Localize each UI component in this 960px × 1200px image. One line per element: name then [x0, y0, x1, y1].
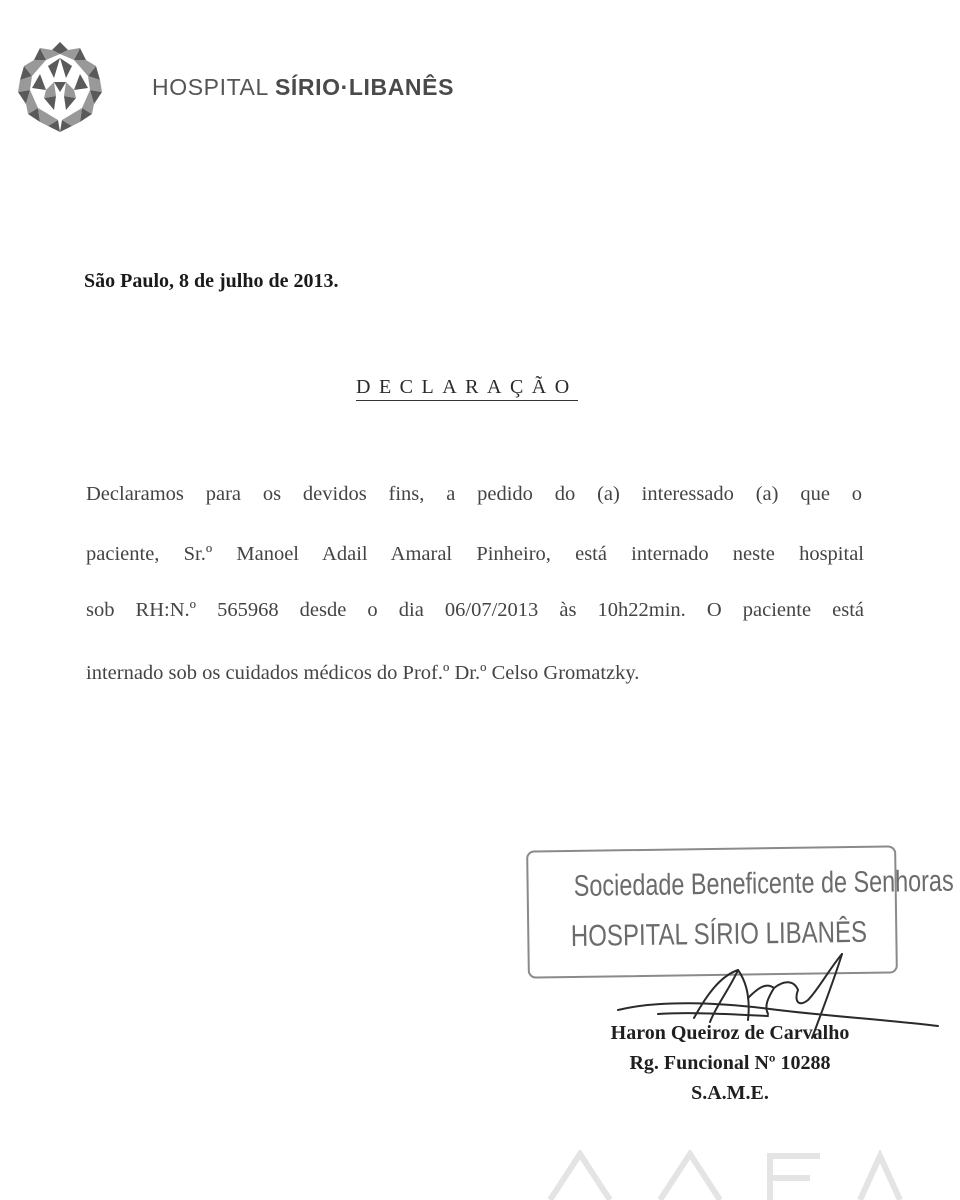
signer-name: Haron Queiroz de Carvalho	[610, 1022, 850, 1044]
body-line-2: paciente, Sr.º Manoel Adail Amaral Pinheiro, está internado neste hospital	[86, 543, 864, 565]
body-line-1: Declaramos para os devidos fins, a pedido do (a) interessado (a) que o	[86, 483, 862, 505]
signer-registration: Rg. Funcional Nº 10288	[629, 1052, 831, 1074]
date-line: São Paulo, 8 de julho de 2013.	[84, 270, 339, 292]
watermark-icon	[520, 1150, 940, 1200]
body-line-4: internado sob os cuidados médicos do Prof.º Dr.º Celso Gromatzky.	[86, 662, 640, 684]
hospital-name-part1: HOSPITAL	[152, 74, 275, 100]
document-title: DECLARAÇÃO	[356, 376, 578, 401]
stamp-line-1: Sociedade Beneficente de Senhoras	[573, 864, 954, 903]
hospital-logo-icon	[14, 38, 106, 134]
stamp-line-2: HOSPITAL SÍRIO LIBANÊS	[570, 915, 868, 953]
body-line-3: sob RH:N.º 565968 desde o dia 06/07/2013 às 10h22min. O paciente está	[86, 599, 864, 621]
signer-department: S.A.M.E.	[691, 1082, 769, 1104]
hospital-name	[152, 74, 454, 101]
hospital-name-part2: SÍRIO·LIBANÊS	[274, 74, 455, 100]
signer-block	[540, 1018, 920, 1108]
